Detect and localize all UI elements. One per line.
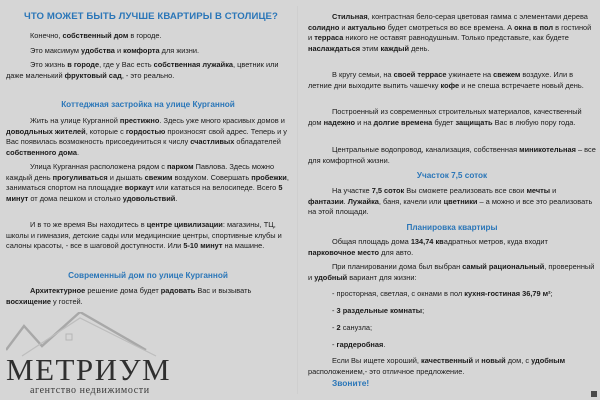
text-run: , баня, качели или (378, 196, 444, 206)
bold-text-run: счастливых (190, 137, 235, 147)
text-run: Общая площадь дома (332, 237, 411, 246)
text-run: . Здесь уже много красивых домов и (159, 116, 285, 125)
feature-list-item (308, 289, 596, 300)
bold-text-run: 134,74 кв (410, 237, 444, 246)
text-run: решение дома будет (85, 286, 161, 295)
text-run: . (76, 147, 80, 157)
bold-text-run: 3 (336, 306, 341, 315)
text-run: ; (550, 289, 553, 298)
style-paragraph-1 (308, 12, 596, 54)
bold-text-run: фантазии (308, 196, 344, 206)
text-run: Вас в любую пору года. (492, 117, 576, 127)
text-run: : магазины, ТЦ, школы и гимназия, детские сады или медицинские центры, спортивные клубы и салоны красоты, - все в шаговой доступности. Или (6, 220, 282, 251)
closing-paragraph (308, 356, 596, 377)
text-run: адратных метров, куда входит (443, 237, 548, 246)
architecture-paragraph (6, 286, 290, 307)
bold-text-run: удобным (531, 356, 566, 365)
bold-text-run: кухня-гостиная 36,79 м² (464, 289, 551, 298)
text-run: у гостей. (51, 296, 83, 306)
cottage-paragraph-3 (6, 220, 290, 252)
text-run: день. (409, 43, 430, 53)
text-run: будет смотреться во все времена. А (385, 22, 515, 32)
corner-marker (591, 391, 597, 397)
text-run: от дома пешком и столько (28, 193, 123, 203)
bold-text-run: центре цивилизации (146, 220, 223, 229)
text-run: в городе. (128, 31, 162, 40)
bold-text-run: удобства (81, 46, 115, 55)
bold-text-run: самый рациональный (462, 262, 545, 271)
bold-text-run: Архитектурное (30, 286, 86, 295)
text-run: воздухе. Или в летние дни выходите выпить чашечку (308, 70, 574, 90)
bold-text-run: 2 (336, 323, 341, 332)
text-run: . (175, 193, 178, 203)
text-run: в гостиной и (308, 22, 592, 43)
text-run: и дышать (107, 172, 145, 182)
text-run: ужинаете на (446, 70, 494, 79)
bold-text-run: Стильная (332, 12, 368, 21)
bold-text-run: гордостью (125, 126, 166, 136)
call-to-action: Звоните! (332, 378, 370, 388)
text-run: , проверенный и (308, 262, 595, 282)
text-run: дом, с (505, 356, 532, 365)
text-run: При планировании дома был выбран (332, 262, 463, 271)
text-run: На участке (332, 186, 372, 195)
text-run: . (383, 340, 386, 349)
intro-paragraph-3 (6, 60, 290, 81)
text-run: произносят свой адрес. Теперь и у Вас появилась возможность присоединиться к числу (6, 126, 287, 147)
bold-text-run: мечты (526, 186, 551, 195)
text-run: В кругу семьи, на (332, 70, 394, 79)
feature-list-item (308, 323, 596, 334)
bold-text-run: каждый (380, 43, 410, 53)
column-divider (297, 6, 298, 394)
bold-text-run: комфорта (123, 46, 160, 55)
text-run: – все для комфортной жизни. (308, 145, 596, 165)
bold-text-run: долгие времена (373, 117, 433, 127)
bold-text-run: свежем (493, 70, 521, 79)
text-run: , цветник или даже маленький (6, 60, 279, 80)
text-run: вариант для жизни: (347, 272, 417, 282)
bold-text-run: новый (481, 356, 506, 365)
text-run: , заниматься спортом на площадке (6, 172, 289, 193)
bold-text-run: 5 минут (6, 183, 283, 203)
bold-text-run: в городе (67, 60, 100, 69)
bold-text-run: солидно (308, 22, 340, 32)
bold-text-run: терраса (314, 33, 344, 43)
text-run: , - это реально. (121, 70, 175, 80)
text-run: , где у Вас есть (99, 60, 154, 69)
bold-text-run: окна в пол (514, 22, 554, 32)
layout-paragraph-2 (308, 262, 596, 283)
bold-text-run: раздельные комнаты (342, 306, 423, 315)
bold-text-run: удобный (314, 272, 348, 282)
text-run: Если Вы ищете хороший, (332, 356, 422, 365)
text-run: обладателей (234, 137, 281, 147)
text-run: - (332, 323, 337, 332)
text-run: или кататься на велосипеде. Всего (153, 183, 279, 193)
bold-text-run: доводльных жителей (6, 126, 86, 136)
bold-text-run: миникотельная (519, 145, 576, 154)
text-run: и не спеша встречаете новый день. (459, 80, 584, 90)
bold-text-run: собственный дом (62, 31, 129, 40)
bold-text-run: защищать (455, 117, 493, 127)
text-run: , которые с (85, 126, 126, 136)
intro-paragraph-2 (6, 46, 290, 57)
bold-text-run: надежно (323, 117, 356, 127)
bold-text-run: цветники (443, 196, 478, 206)
bold-text-run: прогуливаться (52, 172, 108, 182)
style-paragraph-3 (308, 107, 596, 128)
company-logo (6, 312, 206, 400)
bold-text-run: 5-10 минут (183, 241, 223, 251)
bold-text-run: гардеробная (336, 340, 384, 349)
cottage-paragraph-1 (6, 116, 290, 158)
bold-text-run: парком (166, 162, 194, 171)
section-heading-cottage: Коттеджная застройка на улице Курганной (61, 100, 235, 109)
bold-text-run: престижно (119, 116, 160, 125)
bold-text-run: кофе (440, 80, 460, 90)
text-run: Построенный из современных строительных материалов, качественный дом (308, 107, 582, 127)
layout-paragraph-1 (308, 237, 596, 258)
bold-text-run: восхищение (6, 296, 51, 306)
section-heading-modern-house: Современный дом по улице Курганной (68, 271, 228, 280)
text-run: для жизни. (159, 46, 200, 55)
logo-subtitle: агентство недвижимости (30, 385, 150, 396)
page-title: ЧТО МОЖЕТ БЫТЬ ЛУЧШЕ КВАРТИРЫ В СТОЛИЦЕ? (24, 11, 279, 22)
text-run: и (550, 186, 557, 195)
text-run: Центральные водопровод, канализация, собственная (332, 145, 520, 154)
text-run: – а можно и все это реализовать на этой площади. (308, 196, 593, 217)
text-run: этим (360, 43, 381, 53)
text-run: - (332, 340, 337, 349)
text-run: Это максимум (30, 46, 82, 55)
text-run: Конечно, (30, 31, 63, 40)
feature-list-item (308, 306, 596, 317)
text-run: - просторная, светлая, с окнами в пол (332, 289, 465, 298)
text-run: - (332, 306, 337, 315)
bold-text-run: собственная лужайка (153, 60, 234, 69)
bold-text-run: удовольствий (122, 193, 176, 203)
text-run: санузла; (340, 323, 373, 332)
plot-paragraph (308, 186, 596, 218)
bold-text-run: качественный (421, 356, 474, 365)
section-heading-plot: Участок 7,5 соток (416, 171, 488, 180)
text-run: на машине. (222, 241, 265, 251)
text-run: и (114, 46, 124, 55)
bold-text-run: актуально (347, 22, 386, 32)
text-run: и (339, 22, 348, 32)
text-run: и на (355, 117, 374, 127)
bold-text-run: радовать (160, 286, 196, 295)
logo-name: МЕТРИУМ (6, 352, 172, 387)
intro-paragraph-1 (6, 31, 290, 42)
section-heading-layout: Планировка квартиры (406, 223, 498, 232)
text-run: воздухом. Совершать (172, 172, 252, 182)
cottage-paragraph-2 (6, 162, 290, 204)
bold-text-run: наслаждаться (308, 43, 361, 53)
text-run: , контрастная бело-серая цветовая гамма с элементами дерева (367, 12, 588, 21)
bold-text-run: воркаут (124, 183, 154, 193)
text-run: Вы сможете реализовать все свои (404, 186, 527, 195)
style-paragraph-2 (308, 70, 596, 91)
bold-text-run: 7,5 соток (371, 186, 405, 195)
text-run: Улица Курганная расположена рядом с (30, 162, 167, 171)
text-run: Вас и вызывать (195, 286, 252, 295)
text-run: и (473, 356, 482, 365)
bold-text-run: парковочное место (308, 247, 380, 257)
bold-text-run: своей террасе (393, 70, 447, 79)
text-run: будет (432, 117, 456, 127)
text-run: И в то же время Вы находитесь в (30, 220, 147, 229)
bold-text-run: пробежки (251, 172, 287, 182)
feature-list-item (308, 340, 596, 351)
text-run: для авто. (379, 247, 414, 257)
text-run: Павлова. Здесь можно каждый день (6, 162, 275, 182)
style-paragraph-4 (308, 145, 596, 166)
text-run: . (343, 196, 348, 206)
bold-text-run: Лужайка (347, 196, 379, 206)
text-run: Жить на улице Курганной (30, 116, 120, 125)
right-column (308, 0, 596, 400)
text-run: расположением,- это отличное предложение. (308, 366, 465, 376)
bold-text-run: собственного дома (6, 147, 77, 157)
bold-text-run: свежим (144, 172, 173, 182)
text-run: Это жизнь (30, 60, 68, 69)
text-run: никого не оставят равнодушным. Только представьте, как будете (343, 33, 569, 43)
bold-text-run: фруктовый сад (64, 70, 122, 80)
text-run: ; (422, 306, 425, 315)
